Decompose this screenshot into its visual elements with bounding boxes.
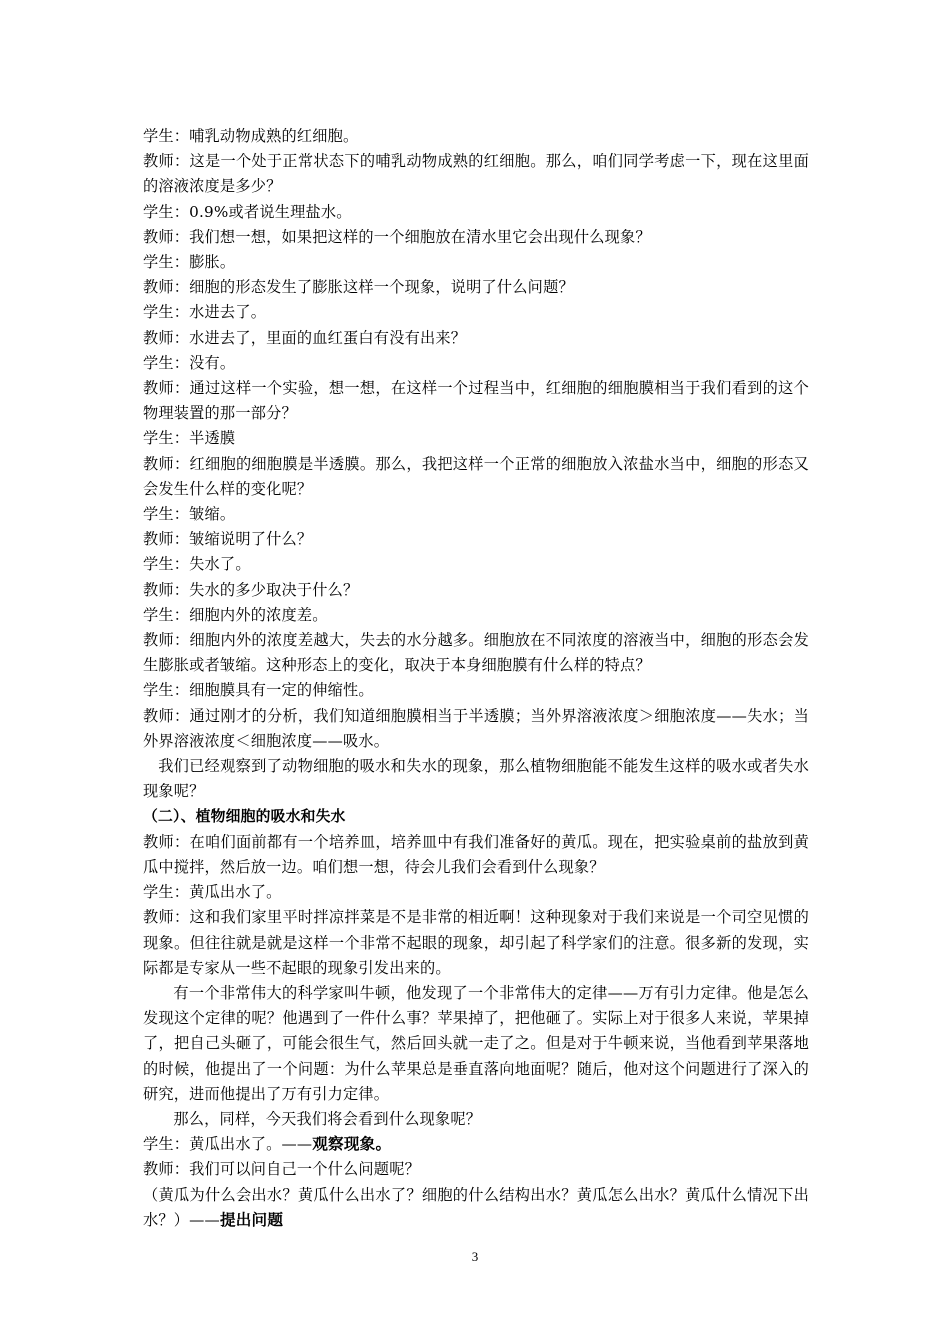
- dialogue-line: 学生：膨胀。: [143, 253, 236, 272]
- dialogue-line: 学生：皱缩。: [143, 505, 236, 524]
- dialogue-line: 学生：0.9%或者说生理盐水。: [143, 202, 352, 221]
- newton-paragraph: 有一个非常伟大的科学家叫牛顿，他发现了一个非常伟大的定律——万有引力定律。他是怎么发现这个定律的呢？他遇到了一件什么事？苹果掉了，把他砸了。实际上对于很多人来说，苹果掉了，把自己头砸了，可能会很生气，然后回头就一走了之。但是对于牛顿来说，当他看到苹果落地的时候，他提出了一个问题：为什么苹果总是垂直落向地面呢？随后，他对这个问题进行了深入的研究，进而他提出了万有引力定律。: [143, 983, 809, 1103]
- observe-line: [143, 1132, 809, 1157]
- dialogue-line: 教师：这是一个处于正常状态下的哺乳动物成熟的红细胞。那么，咱们同学考虑一下，现在这里面的溶液浓度是多少？: [143, 152, 809, 196]
- dialogue-line: 教师：我们想一想，如果把这样的一个细胞放在清水里它会出现什么现象？: [143, 227, 651, 246]
- page-number: 3: [471, 1249, 479, 1264]
- dialogue-line: 教师：皱缩说明了什么？: [143, 530, 313, 549]
- dialogue-line: 学生：细胞膜具有一定的伸缩性。: [143, 681, 374, 700]
- questions-prefix: （黄瓜为什么会出水？黄瓜什么出水了？细胞的什么结构出水？黄瓜怎么出水？黄瓜什么情况下出水？）——: [143, 1185, 809, 1229]
- observe-emphasis: 观察现象。: [312, 1135, 392, 1154]
- questions-emphasis: 提出问题: [219, 1210, 284, 1229]
- dialogue-line: 学生：黄瓜出水了。: [143, 883, 282, 902]
- dialogue-line: 教师：细胞的形态发生了膨胀这样一个现象，说明了什么问题？: [143, 278, 574, 297]
- dialogue-line: 教师：红细胞的细胞膜是半透膜。那么，我把这样一个正常的细胞放入浓盐水当中，细胞的形态又会发生什么样的变化呢？: [143, 454, 809, 498]
- questions-line: [143, 1183, 809, 1233]
- dialogue-line: 教师：这和我们家里平时拌凉拌菜是不是非常的相近啊！这种现象对于我们来说是一个司空见惯的现象。但往往就是就是这样一个非常不起眼的现象，却引起了科学家们的注意。很多新的发现，实际都是专家从一些不起眼的现象引发出来的。: [143, 908, 809, 977]
- dialogue-line: 教师：在咱们面前都有一个培养皿，培养皿中有我们准备好的黄瓜。现在，把实验桌前的盐放到黄瓜中搅拌，然后放一边。咱们想一想，待会儿我们会看到什么现象？: [143, 832, 809, 876]
- dialogue-line: 教师：通过这样一个实验，想一想，在这样一个过程当中，红细胞的细胞膜相当于我们看到的这个物理装置的那一部分？: [143, 379, 809, 423]
- dialogue-line: 学生：没有。: [143, 353, 236, 372]
- dialogue-line: 教师：我们可以问自己一个什么问题呢？: [143, 1160, 420, 1179]
- same-phenomenon-paragraph: 那么，同样，今天我们将会看到什么现象呢？: [173, 1109, 482, 1128]
- dialogue-line: 学生：半透膜: [143, 429, 236, 448]
- document-body: [143, 124, 809, 1233]
- dialogue-line: 学生：哺乳动物成熟的红细胞。: [143, 127, 359, 145]
- section-heading: （二）、植物细胞的吸水和失水: [143, 808, 346, 826]
- transition-paragraph: 我们已经观察到了动物细胞的吸水和失水的现象，那么植物细胞能不能发生这样的吸水或者失水现象呢？: [143, 757, 809, 801]
- dialogue-line: 学生：失水了。: [143, 555, 251, 574]
- dialogue-line: 教师：水进去了，里面的血红蛋白有没有出来？: [143, 328, 467, 347]
- dialogue-line: 学生：水进去了。: [143, 303, 267, 322]
- observe-prefix: 学生：黄瓜出水了。——: [143, 1135, 313, 1154]
- dialogue-line: 教师：失水的多少取决于什么？: [143, 580, 359, 599]
- dialogue-line: 学生：细胞内外的浓度差。: [143, 605, 328, 624]
- dialogue-line: 教师：通过刚才的分析，我们知道细胞膜相当于半透膜；当外界溶液浓度＞细胞浓度——失水；当外界溶液浓度＜细胞浓度——吸水。: [143, 706, 809, 750]
- dialogue-line: 教师：细胞内外的浓度差越大，失去的水分越多。细胞放在不同浓度的溶液当中，细胞的形态会发生膨胀或者皱缩。这种形态上的变化，取决于本身细胞膜有什么样的特点？: [143, 631, 809, 675]
